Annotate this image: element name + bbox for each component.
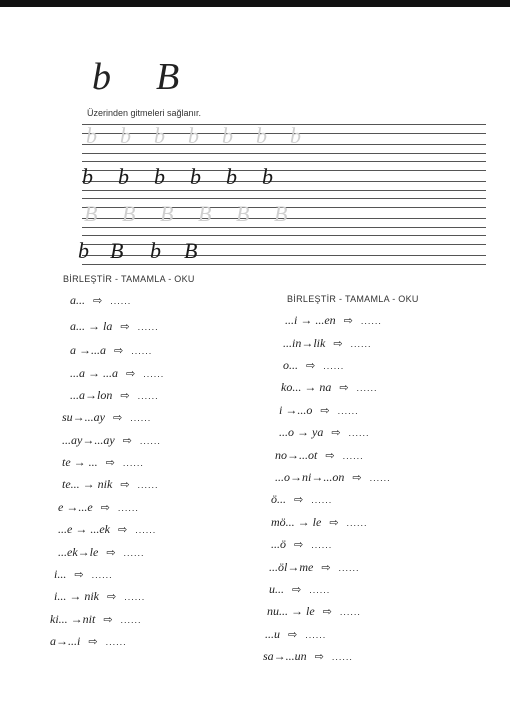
arrow-icon: ⇨ (117, 523, 128, 536)
arrow-icon: ⇨ (120, 389, 130, 402)
right-item-14: nu... → le ⇨ ...... (267, 604, 361, 618)
right-item-7: no→...ot ⇨ ...... (275, 448, 364, 462)
arrow-icon: ⇨ (103, 613, 113, 626)
arrow-icon: ⇨ (333, 337, 343, 350)
arrow-icon: ⇨ (325, 449, 335, 462)
left-item-14: i... → nik ⇨ ...... (54, 589, 146, 603)
practice-band-3 (82, 198, 486, 228)
right-item-8: ...o→ni→...on ⇨ ...... (275, 470, 391, 484)
left-item-6: su→...ay ⇨ ...... (62, 410, 152, 424)
arrow-icon: ⇨ (120, 320, 130, 333)
arrow-icon: ⇨ (294, 493, 304, 506)
left-item-8: te → ... ⇨ ...... (62, 455, 144, 469)
arrow-icon: ⇨ (339, 381, 349, 394)
arrow-icon: ⇨ (320, 404, 330, 417)
right-item-2: ...in→lik ⇨ ...... (283, 336, 372, 350)
left-item-7: ...ay→...ay ⇨ ...... (62, 433, 161, 447)
arrow-icon: ⇨ (352, 471, 362, 484)
arrow-icon: ⇨ (93, 294, 103, 307)
left-item-2: a... → la ⇨ ...... (70, 319, 159, 333)
practice-row-3: B B B B B B (84, 201, 288, 226)
left-item-4: ...a → ...a ⇨ ...... (70, 366, 165, 380)
arrow-icon: ⇨ (292, 583, 302, 596)
top-border (0, 0, 510, 7)
right-item-4: ko... → na ⇨ ...... (281, 380, 378, 394)
right-item-13: u... ⇨ ...... (269, 582, 331, 596)
left-item-9: te... → nik ⇨ ...... (62, 477, 159, 491)
right-item-12: ...öl→me ⇨ ...... (269, 560, 360, 574)
left-item-10: e →...e ⇨ ...... (58, 500, 139, 514)
arrow-icon: ⇨ (321, 561, 331, 574)
right-item-6: ...o → ya ⇨ ...... (279, 425, 370, 439)
left-item-5: ...a→lon ⇨ ...... (70, 388, 159, 402)
right-item-1: ...i → ...en ⇨ ...... (285, 313, 382, 327)
practice-row-2: b b b b b b (82, 164, 273, 189)
arrow-icon: ⇨ (74, 568, 84, 581)
instruction-text: Üzerinden gitmeleri sağlanır. (87, 108, 202, 118)
right-section-title: BİRLEŞTİR - TAMAMLA - OKU (287, 294, 419, 304)
right-item-3: o... ⇨ ...... (283, 358, 345, 372)
arrow-icon: ⇨ (100, 501, 110, 514)
arrow-icon: ⇨ (306, 359, 316, 372)
left-item-11: ...e → ...ek ⇨ ...... (58, 522, 157, 536)
arrow-icon: ⇨ (314, 650, 324, 663)
arrow-icon: ⇨ (329, 516, 339, 529)
arrow-icon: ⇨ (322, 605, 332, 618)
practice-row-4: b B b B (78, 238, 198, 263)
left-item-16: a→...i ⇨ ...... (50, 634, 127, 648)
left-item-12: ...ek→le ⇨ ...... (58, 545, 145, 559)
arrow-icon: ⇨ (114, 344, 124, 357)
left-section-title: BİRLEŞTİR - TAMAMLA - OKU (63, 274, 195, 284)
right-item-10: mö... → le ⇨ ...... (271, 515, 368, 529)
arrow-icon: ⇨ (331, 426, 341, 439)
arrow-icon: ⇨ (113, 411, 123, 424)
right-item-9: ö... ⇨ ...... (271, 492, 333, 506)
right-item-11: ...ö ⇨ ...... (271, 537, 333, 551)
arrow-icon: ⇨ (107, 590, 117, 603)
practice-band-4 (78, 235, 486, 265)
arrow-icon: ⇨ (122, 434, 132, 447)
arrow-icon: ⇨ (105, 456, 115, 469)
practice-band-1 (82, 124, 486, 154)
arrow-icon: ⇨ (343, 314, 353, 327)
practice-band-2 (82, 161, 486, 191)
left-item-3: a →...a ⇨ ...... (70, 343, 153, 357)
right-item-5: i →...o ⇨ ...... (279, 403, 359, 417)
header-letter-upper: B (156, 56, 180, 98)
left-item-15: ki... →nit ⇨ ...... (50, 612, 142, 626)
left-item-13: i... ⇨ ...... (54, 567, 113, 581)
arrow-icon: ⇨ (294, 538, 304, 551)
header-letter-lower: b (92, 56, 111, 98)
arrow-icon: ⇨ (106, 546, 116, 559)
right-item-16: sa→...un ⇨ ...... (263, 649, 353, 663)
practice-row-1: b b b b b b b (86, 123, 301, 148)
arrow-icon: ⇨ (88, 635, 98, 648)
left-item-1: a... ⇨ ...... (70, 293, 132, 307)
arrow-icon: ⇨ (120, 478, 130, 491)
arrow-icon: ⇨ (288, 628, 298, 641)
arrow-icon: ⇨ (126, 367, 136, 380)
right-item-15: ...u ⇨ ...... (265, 627, 327, 641)
